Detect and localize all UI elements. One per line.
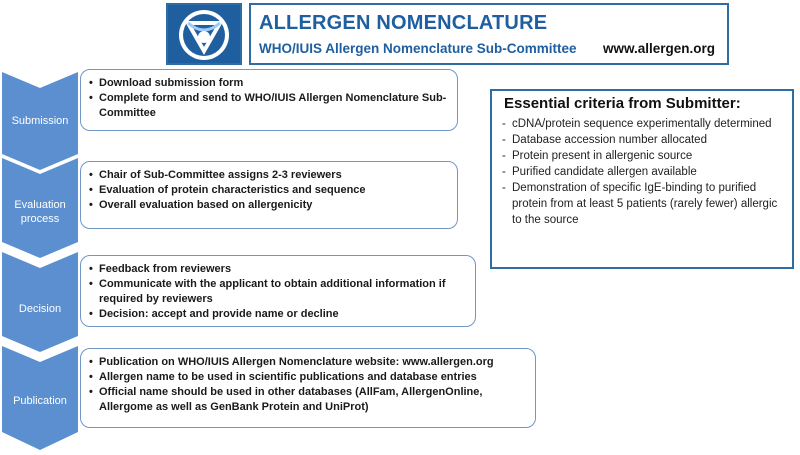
criteria-item: - Database accession number allocated: [500, 132, 784, 148]
who-iuis-logo: [166, 3, 242, 65]
step-label-text: Evaluation process: [14, 199, 66, 225]
page-title: ALLERGEN NOMENCLATURE: [259, 12, 548, 34]
list-item: • Publication on WHO/IUIS Allergen Nomenclature website: www.allergen.org: [89, 355, 527, 370]
list-item: • Allergen name to be used in scientific publications and database entries: [89, 370, 527, 385]
step-label-evaluation: [2, 198, 78, 226]
list-item: • Official name should be used in other databases (AllFam, AllergenOnline, Allergome as well as GenBank Protein and UniProt): [89, 385, 527, 415]
chevron-publication: [2, 346, 78, 450]
criteria-box: [490, 89, 794, 269]
list-item: • Feedback from reviewers: [89, 262, 467, 277]
step-box-publication: [80, 348, 536, 428]
step-label-submission: Submission: [11, 115, 69, 127]
list-item: • Communicate with the applicant to obtain additional information if required by reviewers: [89, 277, 467, 307]
list-item: • Overall evaluation based on allergenicity: [89, 198, 449, 213]
step-box-decision: [80, 255, 476, 327]
chevron-submission: [2, 72, 78, 170]
who-iuis-logo-icon: [174, 7, 234, 63]
list-item: • Complete form and send to WHO/IUIS Allergen Nomenclature Sub-Committee: [89, 91, 449, 121]
list-item: • Evaluation of protein characteristics and sequence: [89, 183, 449, 198]
step-box-submission: [80, 69, 458, 131]
step-box-evaluation: [80, 161, 458, 229]
step-label-decision: Decision: [18, 303, 62, 315]
criteria-item: - Demonstration of specific IgE-binding to purified protein from at least 5 patients (rarely fewer) allergic to the source: [500, 180, 784, 228]
criteria-item: - cDNA/protein sequence experimentally determined: [500, 116, 784, 132]
criteria-item: - Purified candidate allergen available: [500, 164, 784, 180]
chevron-evaluation: [2, 158, 78, 258]
list-item: • Download submission form: [89, 76, 449, 91]
step-label-publication: Publication: [13, 395, 67, 407]
website-link[interactable]: www.allergen.org: [603, 41, 716, 56]
list-item: • Decision: accept and provide name or decline: [89, 307, 467, 322]
chevron-decision: [2, 252, 78, 352]
page-subtitle: WHO/IUIS Allergen Nomenclature Sub-Committee: [259, 41, 577, 56]
header-title-box: [249, 3, 729, 65]
list-item: • Chair of Sub-Committee assigns 2-3 reviewers: [89, 168, 449, 183]
criteria-title: Essential criteria from Submitter:: [504, 95, 741, 112]
criteria-item: - Protein present in allergenic source: [500, 148, 784, 164]
